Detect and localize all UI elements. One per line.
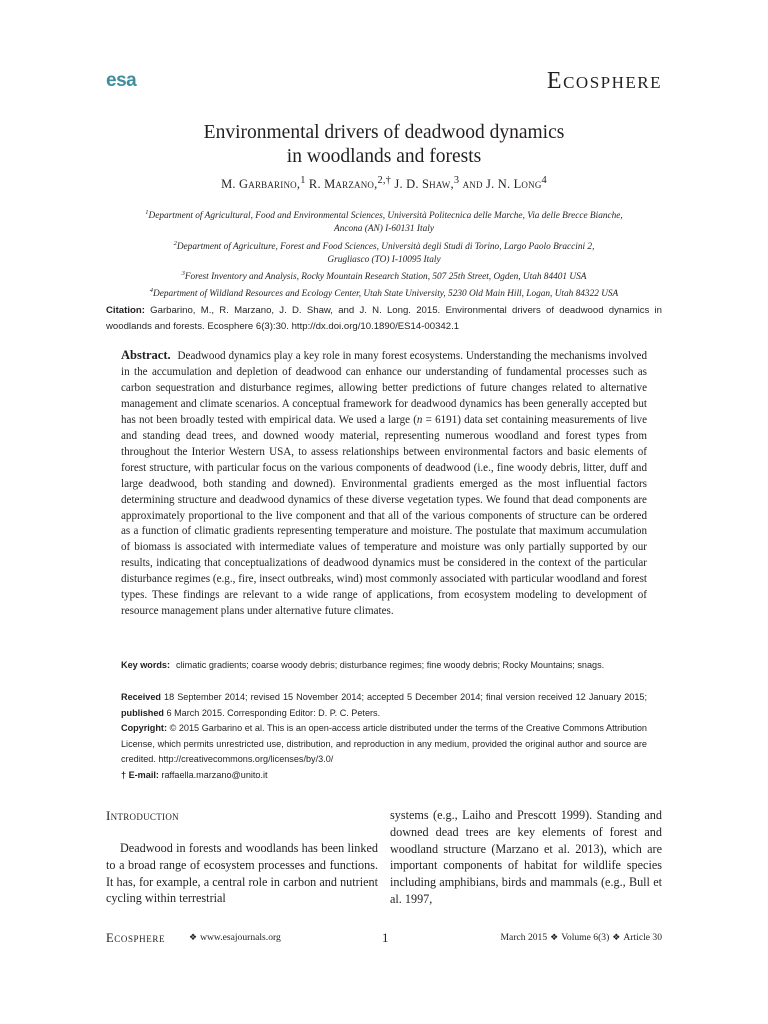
affiliation-line <box>106 267 662 284</box>
affiliation-line <box>106 237 662 254</box>
copyright-text[interactable]: © 2015 Garbarino et al. This is an open-access article distributed under the terms of the Creative Commons Attribution License, which permits unrestricted use, distribution, and reproduction in any medium, provided the original author and source are credited. http://creativecommons.org/licenses/by/3.0/ <box>121 723 647 765</box>
received-text: 18 September 2014; revised 15 November 2014; accepted 5 December 2014; final version received 12 January 2015; <box>160 692 647 702</box>
body-left-column: Deadwood in forests and woodlands has been linked to a broad range of ecosystem processes and functions. It has, for example, a central role in carbon and nutrient cycling within terrestrial <box>106 841 378 906</box>
affiliation-text: Grugliasco (TO) I-10095 Italy <box>327 254 441 265</box>
title-line-1: Environmental drivers of deadwood dynamics <box>203 122 565 143</box>
affiliation-text: Department of Wildland Resources and Ecology Center, Utah State University, 5230 Old Main Hill, Logan, Utah 84322 USA <box>153 289 619 300</box>
diamond-icon: ❖ <box>189 932 198 942</box>
journal-name-header: Ecosphere <box>546 68 662 94</box>
title-line-2: in woodlands and forests <box>286 146 482 167</box>
abstract-n-symbol: n <box>416 413 423 426</box>
footer-journal-name: Ecosphere <box>106 931 166 945</box>
author-affiliation-mark: 2,† <box>377 175 392 186</box>
author-name: J. D. Shaw, <box>391 177 454 192</box>
keywords-label: Key words: <box>121 660 171 670</box>
citation-label: Citation: <box>106 305 145 316</box>
affiliation-text: Department of Agricultural, Food and Environmental Sciences, Università Politecnica delle Marche, Via delle Brecce Bianche, <box>148 211 623 222</box>
footer-article: Article 30 <box>623 932 662 943</box>
footer-url-text[interactable]: www.esajournals.org <box>200 932 281 943</box>
citation <box>106 303 662 334</box>
diamond-icon: ❖ <box>612 932 621 942</box>
author-list <box>106 175 662 192</box>
affiliation-text: Forest Inventory and Analysis, Rocky Mountain Research Station, 507 25th Street, Ogden, Utah 84401 USA <box>184 272 587 283</box>
abstract-label: Abstract. <box>121 348 171 362</box>
page-number: 1 <box>382 930 389 945</box>
footer-volume: Volume 6(3) <box>561 932 610 943</box>
author-name: and J. N. Long <box>459 177 542 192</box>
page-footer <box>106 930 662 946</box>
citation-text[interactable]: Garbarino, M., R. Marzano, J. D. Shaw, and J. N. Long. 2015. Environmental drivers of deadwood dynamics in woodlands and forests. Ecosphere 6(3):30. http://dx.doi.org/10.1890/ES14-00342.1 <box>106 305 662 332</box>
footer-date: March 2015 <box>500 932 548 943</box>
affiliations <box>106 206 662 302</box>
published-text: 6 March 2015. Corresponding Editor: D. P. C. Peters. <box>163 707 381 718</box>
received-label: Received <box>121 692 161 702</box>
affiliation-line <box>106 284 662 301</box>
email-label: † E-mail: <box>121 769 159 780</box>
introduction-heading: Introduction <box>106 808 179 823</box>
email-address[interactable]: raffaella.marzano@unito.it <box>158 769 268 780</box>
footer-issue-info <box>501 932 662 943</box>
keywords <box>121 660 647 670</box>
keywords-text: climatic gradients; coarse woody debris; disturbance regimes; fine woody debris; Rocky Mountains; snags. <box>176 660 605 670</box>
copyright-line <box>121 721 647 768</box>
abstract-text-cont: = 6191) data set containing measurements of live and standing dead trees, and downed woody material, representing numerous woodland and forest types from throughout the Interior Western USA, to assess relationships between environmental factors and basic elements of forest structure, with particular focus on the various components of deadwood (i.e., fine woody debris, litter, duff and large deadwood, both standing and downed). Environmental gradients emerged as the most influential factors determining structure and deadwood dynamics of these diverse vegetation types. We found that dead components are approximately proportional to the live component and that all of the various components of structure can be ordered as a function of climatic gradients representing temperature and moisture. The postulate that maximum accumulation of biomass is associated with intermediate values of temperature and moisture was only partially supported by our results, indicating that conceptualizations of deadwood dynamics must be considered in the context of the particular disturbance regimes (e.g., fire, insect outbreaks, wind) most commonly associated with particular woodland and forest types. These findings are relevant to a wide range of applications, from ecosystem modeling to development of resource management plans under alternative future climates. <box>121 413 648 618</box>
email-line <box>121 768 647 784</box>
article-metadata <box>121 690 647 784</box>
article-title <box>106 121 662 169</box>
author-affiliation-mark: 4 <box>541 175 547 186</box>
abstract-text: Deadwood dynamics play a key role in many forest ecosystems. Understanding the mechanisms involved in the accumulation and depletion of deadwood can enhance our understanding of fundamental processes such as carbon sequestration and disturbance regimes, allowing better predictions of future changes related to alternative management and climate scenarios. A conceptual framework for deadwood dynamics has been generally accepted but has not been broadly tested with empirical data. We used a large ( <box>121 350 647 426</box>
affiliation-text: Ancona (AN) I-60131 Italy <box>334 224 434 235</box>
affiliation-number: 1 <box>145 209 149 216</box>
affiliation-text: Department of Agriculture, Forest and Food Sciences, Università degli Studi di Torino, Largo Paolo Braccini 2, <box>176 241 595 252</box>
diamond-icon: ❖ <box>550 932 559 942</box>
author-affiliation-mark: 1 <box>300 175 306 186</box>
author-name: R. Marzano, <box>305 177 378 192</box>
copyright-label: Copyright: <box>121 723 167 734</box>
esa-logo: esa <box>106 70 137 91</box>
abstract <box>121 348 647 620</box>
affiliation-line <box>106 223 662 236</box>
author-name: M. Garbarino, <box>221 177 301 192</box>
published-label: published <box>121 707 164 718</box>
affiliation-number: 2 <box>173 239 177 247</box>
affiliation-number: 4 <box>149 287 153 295</box>
affiliation-line <box>106 206 662 223</box>
body-right-column: systems (e.g., Laiho and Prescott 1999). Standing and downed dead trees are key elements of forest and woodland structure (Marzano et al. 2013), which are important components of habitat for wildlife species including amphibians, birds and mammals (e.g., Bull et al. 1997, <box>390 808 662 906</box>
footer-url <box>186 932 281 943</box>
author-affiliation-mark: 3 <box>453 175 460 186</box>
affiliation-number: 3 <box>181 270 185 277</box>
affiliation-line <box>106 254 662 267</box>
received-line <box>121 690 647 721</box>
